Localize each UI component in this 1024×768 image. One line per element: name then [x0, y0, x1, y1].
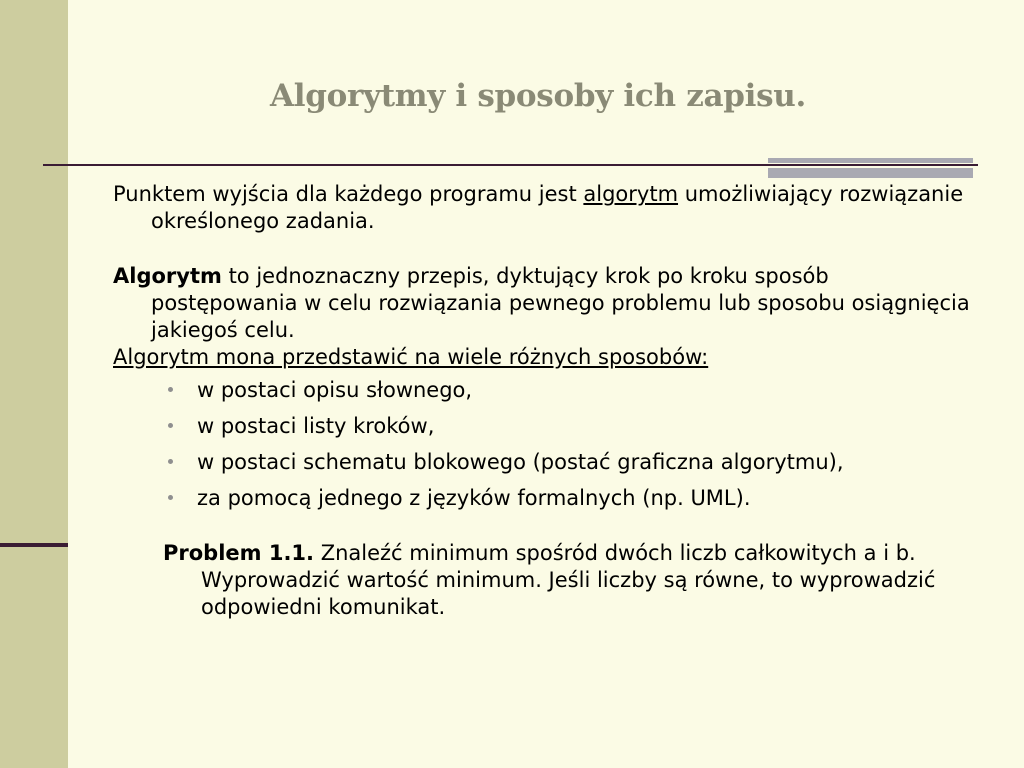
- problem-text: Znaleźć minimum spośród dwóch liczb całkowitych a i b. Wyprowadzić wartość minimum. Jeśli liczby są równe, to wyprowadzić odpowiedni komunikat.: [201, 541, 936, 619]
- definition-text: to jednoznaczny przepis, dyktujący krok po kroku sposób postępowania w celu rozwiązania pewnego problemu lub sposobu osiągnięcia jakiegoś celu.: [151, 264, 970, 342]
- paragraph-methods-heading: [113, 344, 973, 371]
- bullet-dot-icon: [168, 387, 173, 392]
- list-item-text: za pomocą jednego z języków formalnych (np. UML).: [197, 486, 751, 510]
- intro-text-before: Punktem wyjścia dla każdego programu jest: [113, 182, 584, 206]
- left-band-divider: [0, 543, 68, 547]
- title-rule: [43, 164, 978, 166]
- list-item: [113, 449, 973, 476]
- list-item-text: w postaci opisu słownego,: [197, 378, 473, 402]
- list-item: [113, 413, 973, 440]
- bullet-dot-icon: [168, 423, 173, 428]
- intro-text-after: umożliwiający rozwiązanie określonego zadania.: [151, 182, 964, 233]
- methods-heading: Algorytm mona przedstawić na wiele różnych sposobów:: [113, 345, 709, 369]
- definition-term: Algorytm: [113, 264, 222, 288]
- methods-list: [113, 377, 973, 512]
- bullet-dot-icon: [168, 459, 173, 464]
- slide-title: Algorytmy i sposoby ich zapisu.: [269, 78, 807, 114]
- list-item-text: w postaci schematu blokowego (postać graficzna algorytmu),: [197, 450, 844, 474]
- algorytm-link[interactable]: algorytm: [583, 182, 679, 206]
- slide-content: [113, 181, 973, 621]
- accent-bar-bottom: [768, 168, 973, 178]
- list-item: [113, 485, 973, 512]
- paragraph-definition: [113, 263, 973, 344]
- problem-statement: [113, 540, 973, 621]
- bullet-dot-icon: [168, 495, 173, 500]
- left-decorative-band: [0, 0, 68, 768]
- problem-label: Problem 1.1.: [163, 541, 315, 565]
- list-item: [113, 377, 973, 404]
- paragraph-intro: [113, 181, 973, 235]
- list-item-text: w postaci listy kroków,: [197, 414, 435, 438]
- accent-bar-top: [768, 158, 973, 163]
